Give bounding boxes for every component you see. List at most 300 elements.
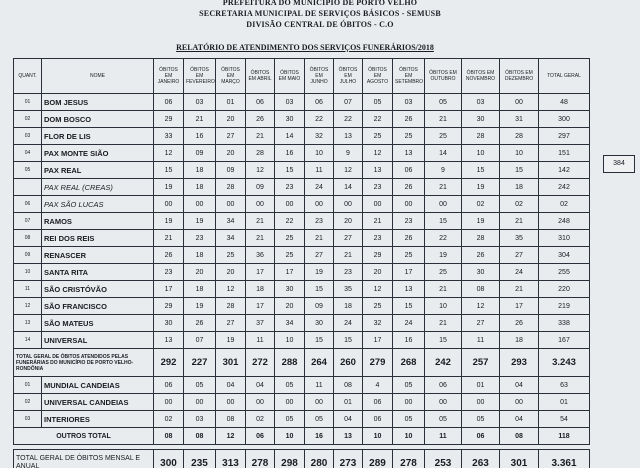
row-value: 06 [154,377,184,394]
funeral-home-row [14,94,590,111]
row-value: 24 [305,179,334,196]
total-atendidos-value: 257 [462,349,500,377]
row-value: 19 [425,247,462,264]
outros-total-value: 08 [184,428,216,445]
row-value: 31 [500,111,539,128]
row-value: 304 [539,247,590,264]
row-value: 54 [539,411,590,428]
row-value: 00 [500,394,539,411]
row-value: 12 [334,162,363,179]
grand-total-value: 235 [184,450,216,468]
row-name: SANTA RITA [42,264,154,281]
row-value: 21 [363,213,393,230]
row-value: 15 [275,162,305,179]
row-value: 12 [216,281,246,298]
row-name: PAX MONTE SIÃO [42,145,154,162]
outros-total-value: 12 [216,428,246,445]
row-value: 21 [334,247,363,264]
outros-total-value: 06 [462,428,500,445]
row-value: 04 [246,377,275,394]
row-name: UNIVERSAL CANDEIAS [42,394,154,411]
row-value: 151 [539,145,590,162]
row-name: PAX REAL [42,162,154,179]
row-value: 13 [154,332,184,349]
row-value: 00 [393,196,425,213]
row-value: 300 [539,111,590,128]
row-value: 20 [275,298,305,315]
row-value: 26 [393,179,425,196]
row-value: 27 [216,128,246,145]
row-value: 04 [500,377,539,394]
row-value: 06 [363,411,393,428]
total-atendidos-value: 264 [305,349,334,377]
grand-total-value: 313 [216,450,246,468]
total-atendidos-value: 301 [216,349,246,377]
row-value: 27 [305,247,334,264]
table-header [14,59,590,94]
report-table [13,58,590,468]
column-header: ÓBITOS EM AGOSTO [363,59,393,94]
total-atendidos-value: 260 [334,349,363,377]
row-value: 12 [462,298,500,315]
row-name: DOM BOSCO [42,111,154,128]
row-value: 25 [275,247,305,264]
row-index: 09 [14,247,42,264]
row-value: 09 [216,162,246,179]
funeral-home-row [14,315,590,332]
grand-total-value: 253 [425,450,462,468]
row-value: 22 [305,111,334,128]
row-name: RAMOS [42,213,154,230]
row-value: 06 [246,94,275,111]
row-value: 19 [154,179,184,196]
row-value: 17 [500,298,539,315]
total-atendidos-value: 292 [154,349,184,377]
row-value: 4 [363,377,393,394]
row-value: 21 [184,111,216,128]
row-value: 13 [393,145,425,162]
row-index: 01 [14,377,42,394]
row-value: 28 [216,298,246,315]
row-value: 00 [154,394,184,411]
row-value: 29 [154,111,184,128]
row-value: 05 [275,377,305,394]
row-value: 25 [393,128,425,145]
outros-total-value: 16 [305,428,334,445]
column-header: ÓBITOS EM ABRIL [246,59,275,94]
row-value: 02 [154,411,184,428]
grand-total-value: 273 [334,450,363,468]
row-index: 03 [14,411,42,428]
row-value: 20 [216,145,246,162]
row-index: 02 [14,111,42,128]
row-index: 08 [14,230,42,247]
funeral-home-row [14,145,590,162]
row-value: 26 [246,111,275,128]
row-name: RENASCER [42,247,154,264]
row-value: 18 [184,247,216,264]
grand-total-value: 300 [154,450,184,468]
column-header: ÓBITOS EM OUTUBRO [425,59,462,94]
grand-total-value: 280 [305,450,334,468]
row-index: 12 [14,298,42,315]
row-value: 25 [363,298,393,315]
funeral-home-row [14,213,590,230]
row-value: 34 [216,213,246,230]
row-value: 23 [305,213,334,230]
row-value: 17 [154,281,184,298]
row-value: 02 [500,196,539,213]
funeral-home-row [14,128,590,145]
row-value: 00 [393,394,425,411]
row-name: UNIVERSAL [42,332,154,349]
row-value: 15 [425,213,462,230]
row-value: 01 [539,394,590,411]
total-atendidos-value: 293 [500,349,539,377]
row-value: 20 [216,111,246,128]
row-value: 24 [334,315,363,332]
row-value: 25 [363,128,393,145]
row-value: 13 [393,281,425,298]
row-value: 06 [305,94,334,111]
row-value: 15 [305,281,334,298]
row-value: 07 [334,94,363,111]
grand-total-value: 278 [246,450,275,468]
column-header: NOME [42,59,154,94]
grand-total-value: 278 [393,450,425,468]
row-value: 27 [216,315,246,332]
header-row [14,59,590,94]
row-value: 35 [500,230,539,247]
row-value: 19 [184,298,216,315]
row-name: SÃO CRISTÓVÃO [42,281,154,298]
row-value: 28 [216,179,246,196]
row-value: 13 [334,128,363,145]
row-value: 30 [275,111,305,128]
row-value: 02 [246,411,275,428]
row-name: REI DOS REIS [42,230,154,247]
header-prefeitura: PREFEITURA DO MUNICIPIO DE PORTO VELHO [222,0,418,7]
row-value: 18 [500,332,539,349]
row-value: 02 [462,196,500,213]
column-header: ÓBITOS EM MAIO [275,59,305,94]
row-name: MUNDIAL CANDEIAS [42,377,154,394]
funeral-home-row [14,281,590,298]
outros-total-value: 10 [275,428,305,445]
row-value: 12 [363,281,393,298]
column-header: ÓBITOS EM SETEMBRO [393,59,425,94]
row-value: 21 [425,111,462,128]
row-value: 09 [184,145,216,162]
row-value: 26 [393,111,425,128]
row-value: 63 [539,377,590,394]
row-value: 27 [462,315,500,332]
row-value: 22 [275,213,305,230]
row-value: 05 [275,411,305,428]
row-value: 12 [246,162,275,179]
row-value: 310 [539,230,590,247]
row-value: 28 [500,128,539,145]
row-value: 12 [154,145,184,162]
row-value: 17 [246,298,275,315]
funeral-home-row [14,196,590,213]
funeral-home-row [14,230,590,247]
row-value: 00 [184,196,216,213]
row-value: 20 [216,264,246,281]
row-value: 14 [425,145,462,162]
row-value: 05 [393,411,425,428]
row-value: 26 [154,247,184,264]
row-value: 29 [363,247,393,264]
row-value: 219 [539,298,590,315]
row-value: 06 [363,394,393,411]
row-value: 33 [154,128,184,145]
row-value: 24 [500,264,539,281]
row-value: 16 [275,145,305,162]
row-value: 10 [305,145,334,162]
row-value: 23 [275,179,305,196]
row-value: 11 [246,332,275,349]
row-value: 17 [275,264,305,281]
total-atendidos-row [14,349,590,377]
row-value: 00 [462,394,500,411]
row-value: 05 [393,377,425,394]
row-value: 15 [334,332,363,349]
grand-total-label: TOTAL GERAL DE ÓBITOS MENSAL E ANUAL [14,450,154,468]
row-value: 04 [334,411,363,428]
row-value: 00 [184,394,216,411]
row-value: 03 [393,94,425,111]
row-value: 25 [393,247,425,264]
row-value: 08 [334,377,363,394]
row-value: 9 [425,162,462,179]
row-value: 08 [216,411,246,428]
row-value: 12 [363,145,393,162]
row-value: 20 [184,264,216,281]
row-value: 19 [462,179,500,196]
total-atendidos-value: 279 [363,349,393,377]
total-atendidos-value: 3.243 [539,349,590,377]
row-value: 32 [305,128,334,145]
row-value: 09 [305,298,334,315]
row-value: 21 [246,213,275,230]
row-name: BOM JESUS [42,94,154,111]
row-value: 06 [393,162,425,179]
total-atendidos-value: 227 [184,349,216,377]
row-value: 00 [305,196,334,213]
row-value: 03 [275,94,305,111]
row-value: 21 [246,128,275,145]
row-value: 00 [305,394,334,411]
row-index: 05 [14,162,42,179]
row-value: 10 [462,145,500,162]
row-value: 00 [246,196,275,213]
column-header: ÓBITOS EM FEVEREIRO [184,59,216,94]
row-value: 09 [246,179,275,196]
row-value: 25 [216,247,246,264]
row-value: 30 [462,264,500,281]
row-value: 02 [539,196,590,213]
row-value: 242 [539,179,590,196]
row-value: 23 [154,264,184,281]
grand-total-value: 301 [500,450,539,468]
row-value: 248 [539,213,590,230]
row-value: 19 [184,213,216,230]
total-atendidos-value: 242 [425,349,462,377]
row-value: 21 [305,230,334,247]
funeral-home-row [14,332,590,349]
row-value: 25 [425,128,462,145]
outros-total-value: 06 [246,428,275,445]
row-value: 07 [184,332,216,349]
row-value: 15 [305,332,334,349]
column-header: ÓBITOS EM MARÇO [216,59,246,94]
row-value: 14 [275,128,305,145]
row-value: 08 [462,281,500,298]
row-value: 00 [363,196,393,213]
row-value: 23 [393,213,425,230]
row-name: INTERIORES [42,411,154,428]
row-value: 17 [393,264,425,281]
row-value: 18 [184,162,216,179]
row-value: 05 [363,94,393,111]
row-name: PAX SÃO LUCAS [42,196,154,213]
column-header: ÓBITOS EM NOVEMBRO [462,59,500,94]
row-value: 18 [246,281,275,298]
funeral-home-row [14,162,590,179]
row-value: 18 [500,179,539,196]
outros-total-row [14,428,590,445]
row-value: 28 [462,128,500,145]
row-value: 37 [246,315,275,332]
row-value: 29 [154,298,184,315]
other-row [14,411,590,428]
row-value: 00 [425,394,462,411]
row-value: 22 [425,230,462,247]
row-value: 17 [363,332,393,349]
row-value: 15 [393,298,425,315]
row-value: 26 [500,315,539,332]
row-value: 23 [334,264,363,281]
row-value: 30 [154,315,184,332]
column-header: ÓBITOS EM JULHO [334,59,363,94]
row-name: SÃO FRANCISCO [42,298,154,315]
column-header: ÓBITOS EM DEZEMBRO [500,59,539,94]
row-value: 22 [334,111,363,128]
row-value: 23 [363,230,393,247]
row-value: 20 [334,213,363,230]
row-value: 338 [539,315,590,332]
row-value: 167 [539,332,590,349]
funeral-home-row [14,179,590,196]
row-value: 15 [425,332,462,349]
grand-total-value: 263 [462,450,500,468]
outros-total-value: 08 [500,428,539,445]
row-value: 20 [363,264,393,281]
funeral-home-row [14,298,590,315]
row-value: 11 [462,332,500,349]
row-value: 21 [154,230,184,247]
row-value: 23 [184,230,216,247]
row-index: 04 [14,145,42,162]
row-index: 13 [14,315,42,332]
other-row [14,394,590,411]
row-value: 24 [393,315,425,332]
table-body [14,94,590,468]
column-header: QUANT. [14,59,42,94]
row-index: 10 [14,264,42,281]
row-value: 21 [425,315,462,332]
row-value: 10 [275,332,305,349]
row-value: 18 [334,298,363,315]
funeral-home-row [14,264,590,281]
row-value: 01 [216,94,246,111]
row-index: 06 [14,196,42,213]
row-value: 10 [425,298,462,315]
column-header: ÓBITOS EM JANEIRO [154,59,184,94]
outros-total-value: 10 [363,428,393,445]
header-secretaria: SECRETARIA MUNICIPAL DE SERVIÇOS BÁSICOS - SEMUSB [199,9,441,18]
grand-total-value: 289 [363,450,393,468]
report-title: RELATÓRIO DE ATENDIMENTO DOS SERVIÇOS FUNERÁRIOS/2018 [176,43,434,52]
other-row [14,377,590,394]
row-value: 220 [539,281,590,298]
row-value: 01 [334,394,363,411]
row-value: 15 [500,162,539,179]
row-value: 28 [462,230,500,247]
row-value: 00 [154,196,184,213]
row-value: 03 [184,94,216,111]
row-value: 00 [216,196,246,213]
outros-total-value: 13 [334,428,363,445]
header-divisao: DIVISÃO CENTRAL DE ÓBITOS - C.O [246,20,394,29]
row-value: 32 [363,315,393,332]
row-value: 04 [500,411,539,428]
row-value: 16 [393,332,425,349]
row-value: 17 [246,264,275,281]
row-value: 34 [275,315,305,332]
column-header: TOTAL GERAL [539,59,590,94]
row-value: 00 [246,394,275,411]
row-value: 21 [500,213,539,230]
row-value: 19 [154,213,184,230]
row-value: 19 [216,332,246,349]
row-value: 05 [425,94,462,111]
grand-total-value: 298 [275,450,305,468]
row-name: FLOR DE LIS [42,128,154,145]
row-value: 14 [334,179,363,196]
total-atendidos-value: 268 [393,349,425,377]
row-index: 11 [14,281,42,298]
row-value: 19 [462,213,500,230]
row-index: 03 [14,128,42,145]
row-index: 02 [14,394,42,411]
row-value: 18 [184,281,216,298]
row-value: 21 [425,179,462,196]
row-value: 48 [539,94,590,111]
row-value: 19 [305,264,334,281]
row-value: 00 [275,196,305,213]
total-atendidos-value: 288 [275,349,305,377]
row-value: 05 [184,377,216,394]
row-value: 21 [246,230,275,247]
row-value: 01 [462,377,500,394]
row-index: 14 [14,332,42,349]
row-value: 21 [425,281,462,298]
column-header: ÓBITOS EM JUNHO [305,59,334,94]
row-value: 18 [184,179,216,196]
row-name: SÃO MATEUS [42,315,154,332]
